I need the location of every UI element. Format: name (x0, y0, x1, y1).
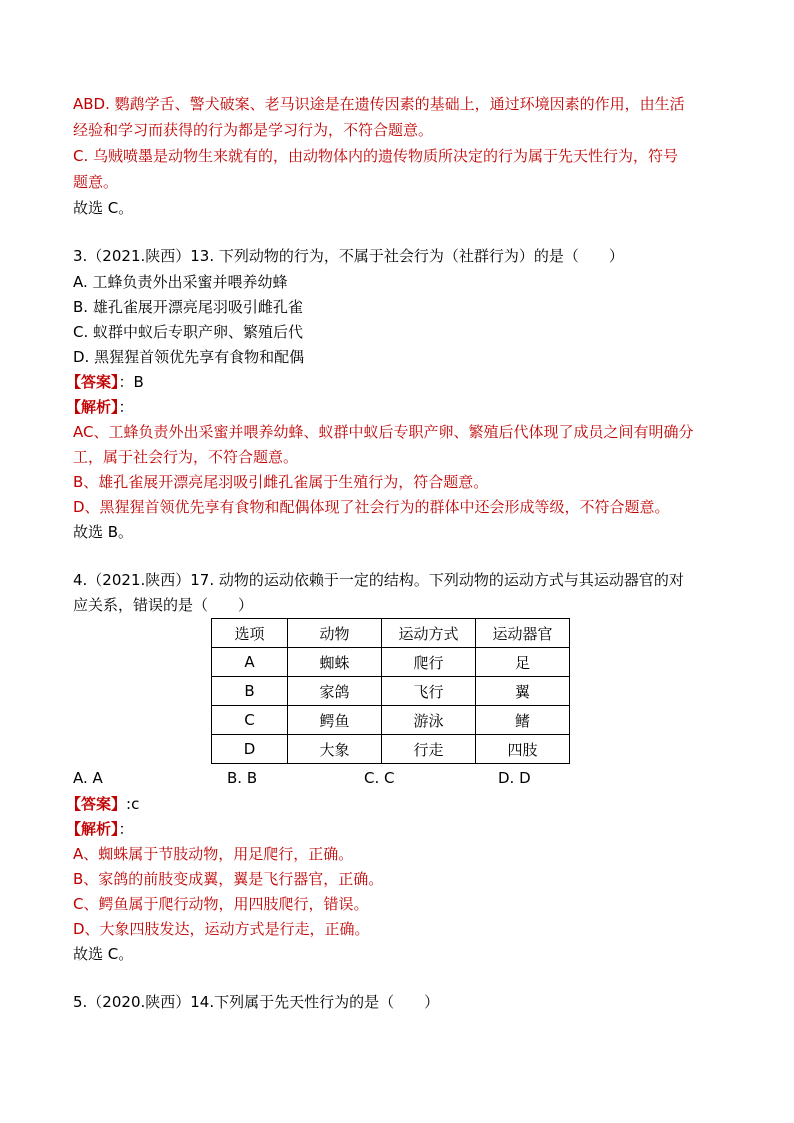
table-header-cell: 选项 (212, 619, 288, 648)
q3-answer-label: 【答案】 (66, 373, 119, 391)
table-row (212, 648, 570, 677)
table-header-cell: 运动方式 (382, 619, 476, 648)
table-cell: 蜘蛛 (288, 648, 382, 677)
table-cell: 鳄鱼 (288, 706, 382, 735)
q4-explanation-line-1: A、蜘蛛属于节肢动物，用足爬行，正确。 (73, 845, 354, 863)
table-cell: B (212, 677, 288, 706)
q4-option-d: D. D (498, 769, 531, 787)
q4-conclusion: 故选 C。 (73, 945, 134, 963)
q4-answer-value: :c (126, 795, 140, 813)
table-cell: 游泳 (382, 706, 476, 735)
q3-answer (66, 372, 144, 392)
table-header-cell: 运动器官 (476, 619, 570, 648)
table-cell: 鳍 (476, 706, 570, 735)
table-row (212, 706, 570, 735)
table-cell: C (212, 706, 288, 735)
q3-explanation-line-3: B、雄孔雀展开漂亮尾羽吸引雌孔雀属于生殖行为，符合题意。 (73, 473, 489, 491)
q3-answer-value: ：B (118, 373, 144, 391)
q4-analysis-heading (66, 819, 134, 839)
q4-answer (66, 794, 139, 814)
table-cell: D (212, 735, 288, 764)
q4-stem-line-1: 4.（2021.陕西）17. 动物的运动依赖于一定的结构。下列动物的运动方式与其运动器官的对 (73, 571, 684, 589)
q4-analysis-label: 【解析】 (66, 820, 119, 838)
table-cell: A (212, 648, 288, 677)
q3-option-c: C. 蚁群中蚁后专职产卵、繁殖后代 (73, 323, 304, 341)
q3-analysis-label: 【解析】 (66, 398, 119, 416)
q4-option-a: A. A (73, 769, 103, 787)
q4-analysis-colon: ： (118, 820, 134, 838)
q4-explanation-line-3: C、鳄鱼属于爬行动物，用四肢爬行，错误。 (73, 895, 369, 913)
q3-explanation-line-2: 工，属于社会行为，不符合题意。 (73, 448, 299, 466)
prev-explanation-line-2: 经验和学习而获得的行为都是学习行为，不符合题意。 (73, 121, 434, 139)
q3-option-a: A. 工蜂负责外出采蜜并喂养幼蜂 (73, 273, 288, 291)
table-cell: 大象 (288, 735, 382, 764)
q5-stem: 5.（2020.陕西）14.下列属于先天性行为的是（ ） (73, 993, 440, 1011)
table-cell: 四肢 (476, 735, 570, 764)
q4-explanation-line-4: D、大象四肢发达，运动方式是行走，正确。 (73, 920, 370, 938)
q4-option-c: C. C (364, 769, 395, 787)
prev-explanation-line-1: ABD. 鹦鹉学舌、警犬破案、老马识途是在遗传因素的基础上，通过环境因素的作用，由生活 (73, 95, 685, 113)
table-header-cell: 动物 (288, 619, 382, 648)
table-cell: 爬行 (382, 648, 476, 677)
q4-option-b: B. B (227, 769, 258, 787)
table-cell: 家鸽 (288, 677, 382, 706)
prev-explanation-line-4: 题意。 (73, 173, 119, 191)
table-cell: 足 (476, 648, 570, 677)
q3-stem: 3.（2021.陕西）13. 下列动物的行为，不属于社会行为（社群行为）的是（ ） (73, 247, 624, 265)
prev-conclusion: 故选 C。 (73, 199, 134, 217)
table-cell: 飞行 (382, 677, 476, 706)
q3-analysis-heading (66, 397, 134, 417)
q3-explanation-line-1: AC、工蜂负责外出采蜜并喂养幼蜂、蚁群中蚁后专职产卵、繁殖后代体现了成员之间有明确分 (73, 423, 694, 441)
table-row (212, 677, 570, 706)
q4-table (211, 618, 570, 764)
q3-conclusion: 故选 B。 (73, 523, 134, 541)
q3-option-b: B. 雄孔雀展开漂亮尾羽吸引雌孔雀 (73, 298, 303, 316)
q3-option-d: D. 黑猩猩首领优先享有食物和配偶 (73, 348, 305, 366)
q3-analysis-colon: ： (118, 398, 134, 416)
table-cell: 翼 (476, 677, 570, 706)
table-header-row (212, 619, 570, 648)
table-row (212, 735, 570, 764)
q3-explanation-line-4: D、黑猩猩首领优先享有食物和配偶体现了社会行为的群体中还会形成等级，不符合题意。 (73, 498, 670, 516)
table-cell: 行走 (382, 735, 476, 764)
q4-stem-line-2: 应关系，错误的是（ ） (73, 596, 254, 614)
q4-explanation-line-2: B、家鸽的前肢变成翼，翼是飞行器官，正确。 (73, 870, 384, 888)
q4-answer-label: 【答案】 (66, 795, 127, 813)
prev-explanation-line-3: C. 乌贼喷墨是动物生来就有的，由动物体内的遗传物质所决定的行为属于先天性行为，符号 (73, 147, 679, 165)
